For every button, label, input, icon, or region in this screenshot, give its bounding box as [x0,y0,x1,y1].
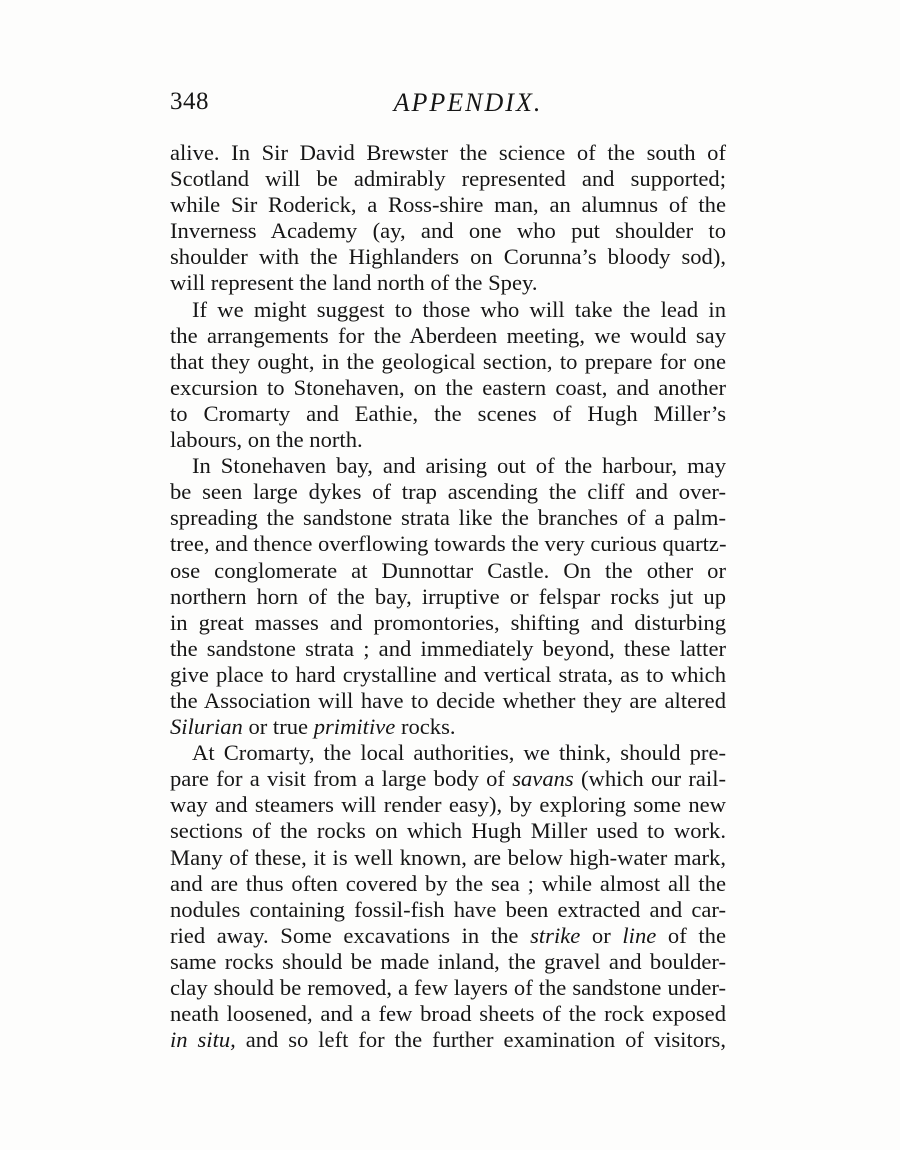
text-line [170,140,726,166]
text-run: the arrangements for the Aberdeen meeting, we would say [170,322,726,348]
text-run: ried away. Some excavations in the [170,922,531,948]
paragraph [170,453,726,740]
text-line [170,505,726,531]
text-run: clay should be removed, a few layers of the sandstone under- [170,975,726,1000]
text-run: tree, and thence overflowing towards the very curious quartz- [170,531,727,557]
text-run: (which our rail- [573,766,726,792]
paragraph [170,297,726,454]
text-run: way and steamers will render easy), by exploring some new [170,792,726,818]
text-run: in great masses and promontories, shifting and disturbing [170,609,726,635]
text-run: Inverness Academy (ay, and one who put shoulder to [170,218,726,244]
text-run: and are thus often covered by the sea ; while almost all the [170,870,726,896]
text-run: be seen large dykes of trap ascending the cliff and over- [170,479,726,505]
text-run: nodules containing fossil-fish have been extracted and car- [170,896,726,922]
italic-text: in situ, [170,1027,236,1053]
text-run: give place to hard crystalline and vertical strata, as to which [170,661,726,687]
text-line [170,166,726,192]
text-line [170,818,726,844]
italic-text: line [622,922,657,948]
italic-text: Silurian [170,714,243,740]
text-run: In Stonehaven bay, and arising out of the harbour, may [192,453,726,479]
text-line [170,375,726,401]
text-line [170,792,726,818]
text-run: and so left for the further examination of visitors, [235,1027,726,1053]
text-run: sections of the rocks on which Hugh Miller used to work. [170,818,726,844]
text-line [170,949,726,975]
paragraph [170,740,726,1053]
running-title: APPENDIX. [393,88,543,117]
text-run: rocks. [395,714,456,740]
text-run: labours, on the north. [170,427,363,453]
text-run: northern horn of the bay, irruptive or felspar rocks jut up [170,583,726,609]
text-run: pare for a visit from a large body of [170,766,513,792]
text-line [170,662,726,688]
body-text [170,140,726,1053]
text-line [170,766,726,792]
text-line [170,1001,726,1027]
text-line [170,244,726,270]
text-line [170,192,726,218]
text-line [170,427,726,453]
text-line [170,558,726,584]
text-line [170,1027,726,1053]
text-run: Many of these, it is well known, are below high-water mark, [170,844,726,870]
text-run: alive. In Sir David Brewster the science of the south of [170,140,726,165]
text-run: or true [242,714,314,740]
text-run: will represent the land north of the Spey. [170,270,538,296]
text-run: excursion to Stonehaven, on the eastern coast, and another [170,374,726,400]
text-line [170,636,726,662]
text-run: neath loosened, and a few broad sheets of the rock exposed [170,1001,726,1027]
text-run: shoulder with the Highlanders on Corunna’s bloody sod), [170,244,726,270]
text-line [170,401,726,427]
text-run: the sandstone strata ; and immediately beyond, these latter [170,635,726,661]
text-run: spreading the sandstone strata like the branches of a palm- [170,505,726,531]
text-line [170,975,726,1001]
text-line [170,323,726,349]
text-run: ose conglomerate at Dunnottar Castle. On the other or [170,557,726,583]
text-line [170,479,726,505]
text-run: the Association will have to decide whether they are altered [170,687,726,713]
text-line [170,610,726,636]
text-line [170,349,726,375]
text-run: of the [656,922,726,948]
page-number: 348 [170,88,209,115]
text-run: while Sir Roderick, a Ross-shire man, an alumnus of the [170,192,726,218]
text-line [170,871,726,897]
text-line [170,688,726,714]
italic-text: primitive [313,714,396,740]
text-run: that they ought, in the geological section, to prepare for one [170,348,726,374]
italic-text: strike [530,922,581,948]
text-line [170,584,726,610]
text-run: or [580,922,623,948]
text-line [170,714,726,740]
text-run: Scotland will be admirably represented and supported; [170,166,726,192]
text-line [170,453,726,479]
text-line [170,740,726,766]
text-run: same rocks should be made inland, the gravel and boulder- [170,948,726,974]
text-run: to Cromarty and Eathie, the scenes of Hugh Miller’s [170,400,726,426]
text-line [170,923,726,949]
text-run: At Cromarty, the local authorities, we think, should pre- [192,740,726,766]
text-line [170,531,726,557]
text-line [170,897,726,923]
text-line [170,845,726,871]
running-head [170,88,730,128]
text-run: If we might suggest to those who will take the lead in [192,296,726,322]
text-line [170,270,726,296]
text-line [170,297,726,323]
italic-text: savans [512,766,574,792]
text-line [170,218,726,244]
paragraph [170,140,726,297]
